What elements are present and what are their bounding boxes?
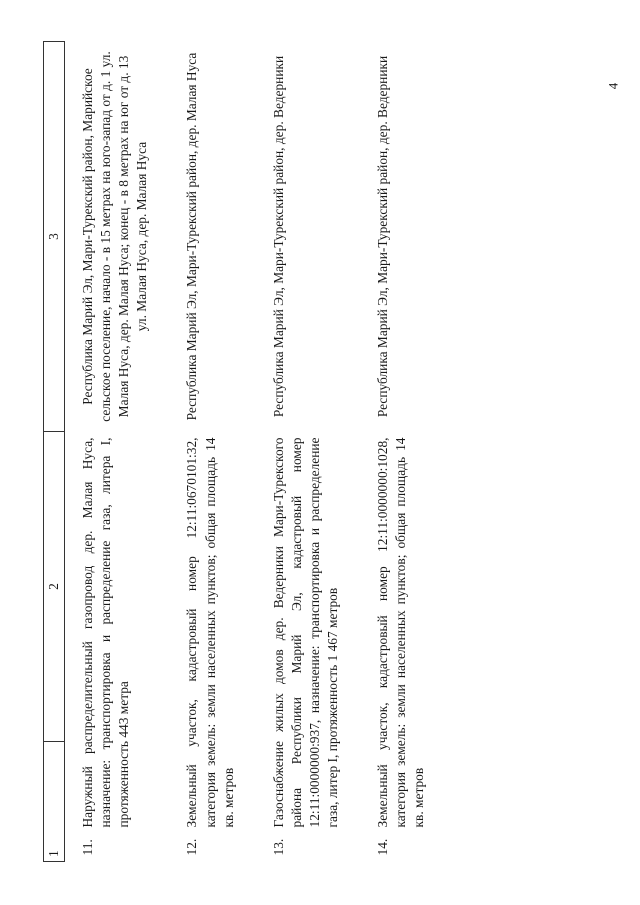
page-number: 4: [605, 82, 621, 90]
table-row: [65, 42, 170, 862]
header-col-3: 3: [44, 42, 65, 432]
row-description-cell: [65, 432, 170, 862]
row-description-cell: [169, 432, 255, 862]
table-row: [256, 42, 360, 862]
row-address: Республика Марий Эл, Мари-Турекский район, дер. Ведерники: [375, 55, 391, 418]
header-col-1: 1: [44, 742, 65, 862]
row-description: Газоснабжение жилых домов дер. Ведерники Мари-Турекского района Республики Марий Эл, кадастровый номер 12:11:0000000:937, назначение: транспортировка и распределение газа, литер I, протяженность 1 467 метров: [270, 437, 341, 828]
header-col-2: 2: [44, 432, 65, 742]
table-row: [360, 42, 446, 862]
row-description: Земельный участок, кадастровый номер 12:11:0000000:1028, категория земель: земли населенных пунктов; общая площадь 14 кв. метров: [375, 437, 427, 828]
row-description-cell: [360, 432, 446, 862]
row-number: 11.: [80, 839, 96, 856]
row-number: 12.: [184, 838, 200, 856]
row-address: Республика Марий Эл, Мари-Турекский район, дер. Ведерники: [270, 55, 286, 418]
row-description: Земельный участок, кадастровый номер 12:11:0670101:32, категория земель: земли населенных пунктов; общая площадь 14 кв. метров: [184, 437, 236, 828]
table-header: [44, 42, 65, 862]
row-description: Наружный распределительный газопровод дер. Малая Нуса, назначение: транспортировка и распределение газа, литера I, протяженность 443 метра: [80, 437, 132, 828]
property-table: [43, 41, 446, 862]
row-address: Республика Марий Эл, Мари-Турекский район, дер. Малая Нуса: [184, 52, 200, 421]
row-number: 13.: [270, 838, 286, 856]
document-sheet: [43, 42, 608, 862]
row-address: Республика Марий Эл, Мари-Турекский район, Марийское сельское поселение, начало - в 15 метрах на юго-запад от д. 1 ул. Малая Нуса, дер. Малая Нуса; конец - в 8 метрах на юг от д. 13 ул. Малая Нуса, дер. Малая Нуса: [80, 51, 150, 422]
row-description-cell: [256, 432, 360, 862]
row-number: 14.: [375, 838, 391, 856]
table-row: [169, 42, 255, 862]
